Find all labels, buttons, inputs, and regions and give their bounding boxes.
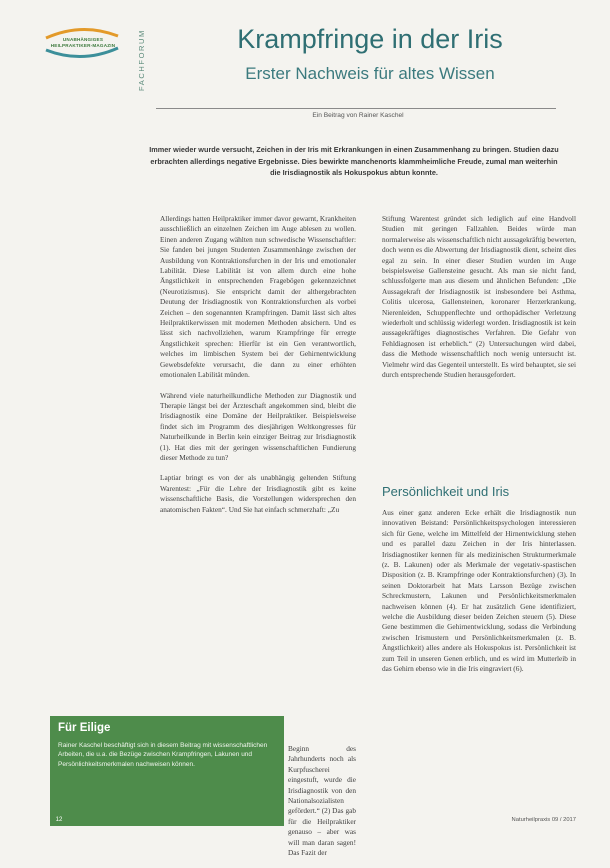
paragraph: Beginn des Jahrhunderts noch als Kurpfuscherei eingestuft, wurde die Irisdiagnostik von den Nationalsozialisten gefördert.“ (2) Das gab für die Heilpraktiker genauso – aber was will man daran sagen! Das Fazit der <box>288 744 356 858</box>
title-divider <box>156 108 556 109</box>
page-number: 12 <box>55 817 63 823</box>
summary-box <box>50 716 284 826</box>
paragraph: Laptiar bringt es von der als unabhängig geltenden Stiftung Warentest: „Für die Lehre der Irisdiagnostik gibt es keine wissenschaftliche Basis, die Vorstellungen widersprechen den anatomischen Fakten“. Und Sie hat einfach schmerzhaft: „Zu <box>160 473 356 514</box>
logo-line-2: HEILPRAKTIKER-MAGAZIN <box>50 43 116 48</box>
column-left <box>160 214 356 525</box>
column-left-wrap <box>288 744 356 868</box>
logo-text <box>40 37 126 49</box>
byline: Ein Beitrag von Rainer Kaschel <box>312 112 404 119</box>
paragraph: Aus einer ganz anderen Ecke erhält die Irisdiagnostik nun innovativen Beistand: Persönlichkeitspsychologen interessieren sich für Gene, welche im Mittelfeld der Hirnentwicklung stehen und es parallel dazu Zeichen in der Iris hinterlassen. Irisdiagnostiker kennen für als medizinischen Strukturmerkmale (z. B. Lakunen) oder als Merkmale der vegetativ-spastischen Disposition (z. B. Krampfringe oder Kontraktionsfurchen) (3). In seinen Doktorarbeit hat Mats Larsson Bezüge zwischen Schreckmustern, Lakunen und Persönlichkeitsmerkmalen nachweisen können (4). Er hat zusätzlich Gene identifiziert, welche die Ausbildung dieser beiden Zeichen steuern (5). Diese Gene bestimmen die Gehirnentwicklung, sodass die Verbindung zwischen Irismustern und Persönlichkeitsmerkmalen (z. B. Ängstlichkeit) alles andere als Hokuspokus ist. Persönlichkeit ist zum Teil in unseren Genen erblich, und es wird im Mutterleib in das Gehirn ebenso wie in die Iris eingraviert (6). <box>382 508 576 674</box>
lead-paragraph: Immer wieder wurde versucht, Zeichen in der Iris mit Erkrankungen in einen Zusammenhang zu bringen. Studien dazu erbrachten allerdings negative Ergebnisse. Dies bewirkte manchenorts klammheimliche Freude, zumal man weiterhin die Irisdiagnostik als Hokuspokus abtun konnte. <box>149 145 559 178</box>
paragraph: Stiftung Warentest gründet sich lediglich auf eine Handvoll Studien mit geringen Fallzahlen. Beides würde man normalerweise als wissenschaftlich nicht aussagekräftig bewerten, doch wenn es die Abwertung der Irisdiagnostik dient, scheint dies egal zu sein. In einer dieser Studien wurden im Auge beispielsweise Gallensteine gesucht. Als man sie nicht fand, schlussfolgerte man aus diesem und ähnlichen Befunden: „Die Aussagekraft der Irisdiagnostik ist insbesondere bei Asthma, Colitis ulcerosa, Gallensteinen, koronarer Herzerkrankung, Nierenleiden, Schuppenflechte und orthopädischer Verletzung wiederholt und schlüssig widerlegt worden. Irisdiagnostik ist kein aussagekräftiges diagnostisches Verfahren. Die Gefahr von Fehldiagnosen ist erheblich.“ (2) Untersuchungen wird dabei, dass die Methode wissenschaftlich noch wenig untersucht ist. Vielmehr wird das Gegenteil unterstellt. Es wird behauptet, sie sei durch entsprechende Studien herausgefordert. <box>382 214 576 380</box>
column-right-section <box>382 508 576 685</box>
section-rubric: FACHFORUM <box>137 29 146 91</box>
logo-line-1: UNABHÄNGIGES <box>62 37 104 42</box>
paragraph: Während viele naturheilkundliche Methoden zur Diagnostik und Therapie längst bei der Ärzteschaft angekommen sind, bleibt die Irisdiagnostik eine Domäne der Heilpraktiker. Beispielsweise findet sich im Programm des diesjährigen Weltkongresses für Naturheilkunde in Berlin kein einziger Beitrag zur Irisdiagnostik (1). Hat dies mit der geringen wissenschaftlichen Fundierung dieser Methode zu tun? <box>160 390 356 462</box>
column-right <box>382 214 576 391</box>
summary-text: Rainer Kaschel beschäftigt sich in diesem Beitrag mit wissenschaftlichen Arbeiten, die u.a. die Bezüge zwischen Krampfringen, Lakunen und Persönlichkeitsmerkmalen nachweisen können. <box>58 742 268 768</box>
article-title: Krampfringe in der Iris <box>237 24 503 54</box>
footer-issue: Naturheilpraxis 09 / 2017 <box>511 817 576 823</box>
section-heading: Persönlichkeit und Iris <box>382 484 510 499</box>
summary-title: Für Eilige <box>58 722 111 734</box>
article-subtitle: Erster Nachweis für altes Wissen <box>245 64 495 83</box>
paragraph: Allerdings hatten Heilpraktiker immer davor gewarnt, Krankheiten ausschließlich an einzelnen Zeichen im Auge ablesen zu wollen. Einen anderen Zugang wählten nun schwedische Wissenschaftler: Sie fanden bei jungen Studenten Zusammenhänge zwischen der Ausbildung von Kontraktionsfurchen in der Iris und emotionaler Labilität. Diese Labilität ist von allem durch eine hohe Ängstlichkeit in entsprechenden Fragebögen gekennzeichnet (Neurotizismus). Sie entspricht damit der althergebrachten Deutung der Irisdiagnostik von Kontraktionsfurchen als vorbei Zeichen – den sogenannten Krampfringen. Damit lässt sich altes Heilpraktikerwissen mit modernen Methoden absichern. Und es lässt sich nachvollziehen, warum Krampfringe für erregte Ängstlichkeit sprechen: Hierfür ist ein Gen verantwortlich, welches im limbischen System bei der Gehirnentwicklung Gewebsdefekte verursacht, die dann zu einer erhöhten emotionalen Labilität münden. <box>160 214 356 380</box>
